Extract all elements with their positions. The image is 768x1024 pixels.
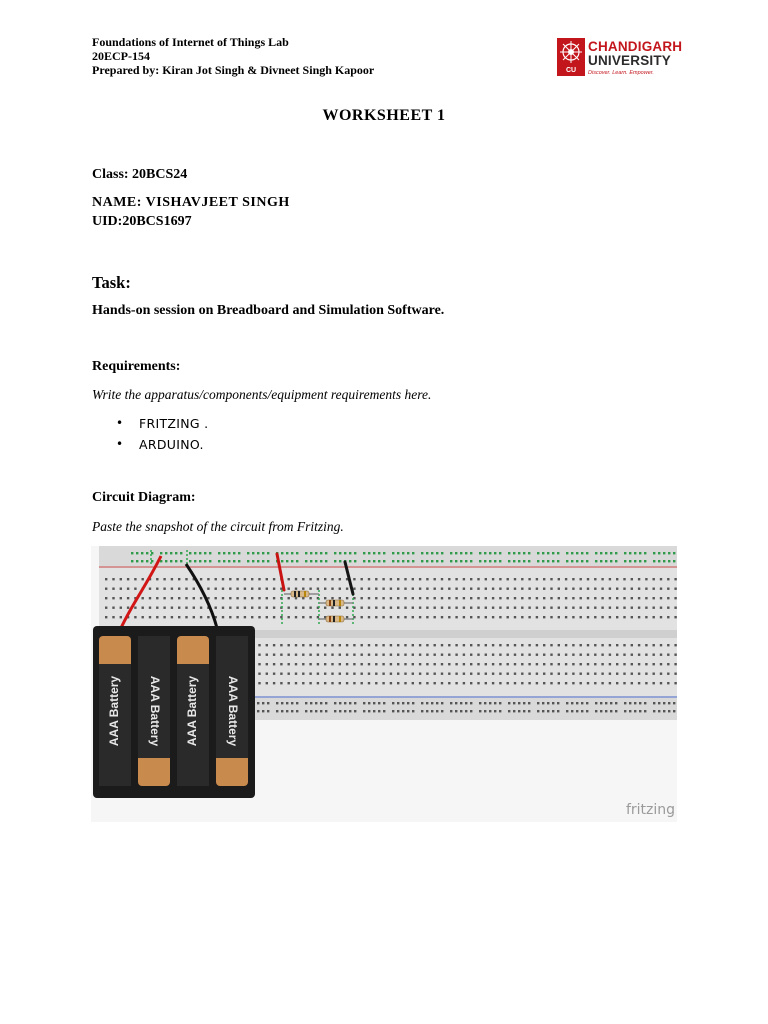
list-item — [92, 413, 492, 434]
battery-label: AAA Battery — [147, 675, 162, 747]
circuit-image — [91, 546, 677, 822]
university-logo — [557, 38, 683, 78]
battery-label: AAA Battery — [225, 675, 240, 747]
logo-name-line2: UNIVERSITY — [588, 53, 672, 68]
battery-label: AAA Battery — [185, 675, 200, 747]
requirement-item: ARDUINO. — [139, 437, 204, 452]
header-course-title: Foundations of Internet of Things Lab — [92, 35, 289, 49]
circuit-instruction: Paste the snapshot of the circuit from Fritzing. — [92, 519, 344, 534]
requirements-list — [92, 413, 492, 455]
task-heading: Task: — [92, 273, 131, 292]
class-line: Class: 20BCS24 — [92, 167, 188, 182]
logo-tagline: Discover. Learn. Empower. — [588, 70, 654, 76]
requirements-instruction: Write the apparatus/components/equipment requirements here. — [92, 387, 432, 402]
student-uid: UID:20BCS1697 — [92, 214, 192, 229]
student-name: NAME: VISHAVJEET SINGH — [92, 195, 290, 210]
task-text: Hands-on session on Breadboard and Simulation Software. — [92, 303, 445, 318]
fritzing-watermark: fritzing — [625, 802, 675, 818]
logo-emblem-text: CU — [565, 67, 577, 74]
list-item — [92, 434, 492, 455]
worksheet-title: WORKSHEET 1 — [322, 107, 446, 124]
bullet-icon: • — [116, 416, 124, 430]
header-course-code: 20ECP-154 — [92, 49, 150, 63]
requirement-item: FRITZING . — [139, 416, 209, 431]
university-emblem-icon — [557, 38, 585, 76]
logo-name-line1: CHANDIGARH — [588, 39, 683, 54]
circuit-heading: Circuit Diagram: — [92, 490, 196, 505]
battery-pack — [93, 626, 255, 798]
bullet-icon: • — [116, 437, 124, 451]
requirements-heading: Requirements: — [92, 359, 181, 374]
header-prepared-by: Prepared by: Kiran Jot Singh & Divneet Singh Kapoor — [92, 63, 375, 77]
battery-label: AAA Battery — [107, 675, 122, 747]
circuit-snapshot — [91, 546, 677, 822]
